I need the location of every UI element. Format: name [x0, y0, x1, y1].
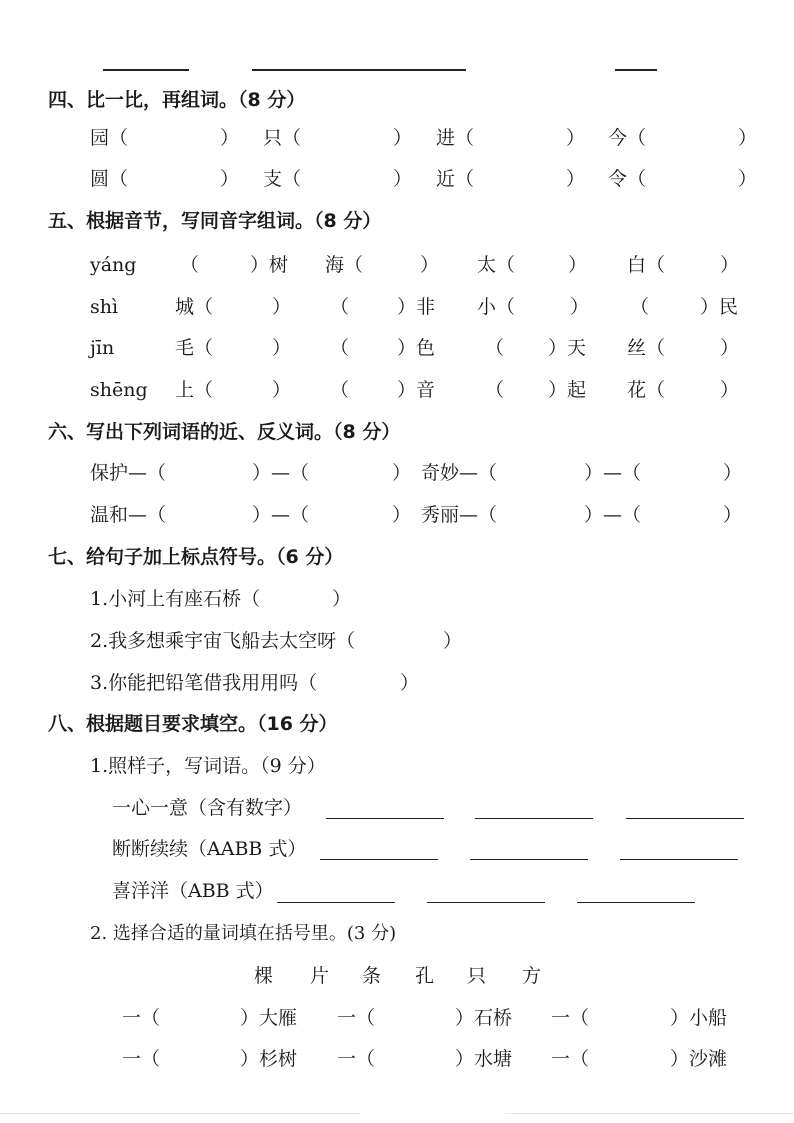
s4-cell: ）: [393, 168, 413, 190]
s5-cell: 白（: [627, 254, 666, 276]
section-6-title: 六、写出下列词语的近、反义词。（8 分）: [48, 421, 401, 443]
s8-q2-cell: ）沙滩: [670, 1048, 728, 1070]
s5-cell: 海（: [325, 254, 364, 276]
s8-q2-cell: 一（: [122, 1048, 161, 1070]
s5-cell: 花（: [627, 379, 666, 401]
s5-cell: （: [330, 296, 350, 318]
s5-cell: （: [330, 337, 350, 359]
s8-q2-cell: 一（: [337, 1007, 376, 1029]
answer-blank[interactable]: [427, 902, 545, 903]
s5-cell: ）色: [397, 337, 436, 359]
s5-cell: （: [630, 296, 650, 318]
s8-q1-prompt: 一心一意（含有数字）: [112, 797, 303, 819]
s5-cell: ）树: [250, 254, 289, 276]
s5-cell: ）非: [397, 296, 436, 318]
answer-blank[interactable]: [326, 818, 444, 819]
s5-cell: ）民: [700, 296, 739, 318]
s5-cell: 城（: [175, 296, 214, 318]
s5-cell: （: [485, 379, 505, 401]
s8-q2-title: 2. 选择合适的量词填在括号里。(3 分): [90, 923, 397, 944]
s4-cell: 令（: [608, 168, 647, 190]
s7-item-close: ）: [332, 588, 352, 610]
s8-q2-cell: ）杉树: [240, 1048, 298, 1070]
s8-q2-cell: ）石桥: [455, 1007, 513, 1029]
s6-cell: ）: [723, 462, 743, 484]
s7-item-close: ）: [400, 672, 420, 694]
s5-cell: ）音: [397, 379, 436, 401]
s5-cell: 丝（: [627, 337, 666, 359]
s6-cell: ）—（: [584, 504, 642, 526]
s6-cell: ）: [723, 504, 743, 526]
answer-blank[interactable]: [475, 818, 593, 819]
pinyin: jīn: [90, 337, 115, 359]
answer-blank[interactable]: [470, 859, 588, 860]
s5-cell: 上（: [175, 379, 214, 401]
s5-cell: ）: [272, 337, 292, 359]
s4-cell: ）: [393, 127, 413, 149]
choice-word: 只: [467, 965, 487, 987]
s5-cell: ）: [720, 254, 740, 276]
s8-q2-cell: 一（: [122, 1007, 161, 1029]
s4-cell: 园（: [90, 127, 129, 149]
s5-cell: ）: [720, 379, 740, 401]
section-8-title: 八、根据题目要求填空。（16 分）: [48, 713, 338, 735]
s4-cell: ）: [738, 127, 758, 149]
s5-cell: ）: [272, 379, 292, 401]
s4-cell: ）: [220, 168, 240, 190]
s5-cell: ）: [272, 296, 292, 318]
s7-item-close: ）: [443, 630, 463, 652]
s4-cell: ）: [566, 168, 586, 190]
choice-word: 片: [310, 965, 330, 987]
s4-cell: 今（: [608, 127, 647, 149]
s6-cell: 奇妙—（: [421, 462, 498, 484]
section-4-title: 四、比一比，再组词。（8 分）: [48, 89, 306, 111]
pinyin: shēng: [90, 379, 148, 401]
s6-cell: 保护—（: [90, 462, 167, 484]
s5-cell: （: [485, 337, 505, 359]
answer-blank[interactable]: [577, 902, 695, 903]
choice-word: 条: [362, 965, 382, 987]
answer-blank[interactable]: [320, 859, 438, 860]
s6-cell: ）: [392, 504, 412, 526]
s4-cell: 圆（: [90, 168, 129, 190]
s5-cell: ）: [720, 337, 740, 359]
s8-q2-cell: 一（: [551, 1007, 590, 1029]
s6-cell: ）—（: [252, 462, 310, 484]
s7-item: 1.小河上有座石桥（: [90, 588, 261, 610]
s5-cell: 小（: [477, 296, 516, 318]
choice-word: 棵: [254, 965, 274, 987]
answer-blank[interactable]: [620, 859, 738, 860]
s6-cell: 秀丽—（: [421, 504, 498, 526]
s8-q1-prompt: 喜洋洋（ABB 式）: [112, 880, 274, 902]
s5-cell: 太（: [477, 254, 516, 276]
s8-q2-cell: 一（: [337, 1048, 376, 1070]
s6-cell: ）: [392, 462, 412, 484]
pinyin: shì: [90, 296, 119, 318]
s4-cell: 进（: [436, 127, 475, 149]
s4-cell: 只（: [263, 127, 302, 149]
s5-cell: 毛（: [175, 337, 214, 359]
pinyin: yáng: [90, 254, 137, 276]
s7-item: 3.你能把铅笔借我用用吗（: [90, 672, 318, 694]
top-rule-2: [252, 69, 466, 71]
s6-cell: 温和—（: [90, 504, 167, 526]
s8-q2-cell: ）大雁: [240, 1007, 298, 1029]
s4-cell: ）: [220, 127, 240, 149]
footer-rule-right: [505, 1113, 794, 1114]
s5-cell: ）天: [548, 337, 587, 359]
s8-q2-cell: ）小船: [670, 1007, 728, 1029]
s5-cell: （: [330, 379, 350, 401]
s8-q1-title: 1.照样子，写词语。（9 分）: [90, 755, 326, 777]
choice-word: 方: [522, 965, 542, 987]
s5-cell: ）: [568, 254, 588, 276]
s6-cell: ）—（: [584, 462, 642, 484]
top-rule-1: [103, 69, 189, 71]
s5-cell: （: [180, 254, 200, 276]
s4-cell: 近（: [436, 168, 475, 190]
s5-cell: ）: [570, 296, 590, 318]
s8-q1-prompt: 断断续续（AABB 式）: [112, 838, 307, 860]
answer-blank[interactable]: [277, 902, 395, 903]
answer-blank[interactable]: [626, 818, 744, 819]
section-5-title: 五、根据音节，写同音字组词。（8 分）: [48, 210, 382, 232]
choice-word: 孔: [415, 965, 435, 987]
section-7-title: 七、给句子加上标点符号。（6 分）: [48, 546, 344, 568]
s5-cell: ）: [420, 254, 440, 276]
s8-q2-cell: ）水塘: [455, 1048, 513, 1070]
s6-cell: ）—（: [252, 504, 310, 526]
top-rule-3: [615, 69, 657, 71]
s8-q2-cell: 一（: [551, 1048, 590, 1070]
s7-item: 2.我多想乘宇宙飞船去太空呀（: [90, 630, 356, 652]
s4-cell: 支（: [263, 168, 302, 190]
s5-cell: ）起: [548, 379, 587, 401]
footer-rule-left: [0, 1113, 360, 1114]
s4-cell: ）: [738, 168, 758, 190]
s4-cell: ）: [566, 127, 586, 149]
